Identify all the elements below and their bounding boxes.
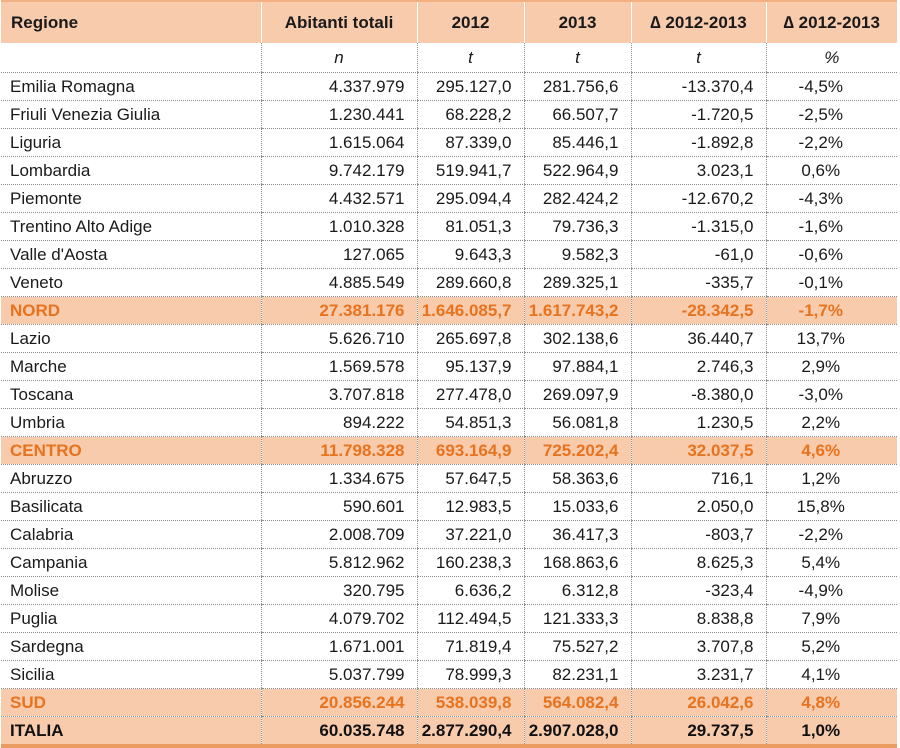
region-name-cell: Campania: [1, 549, 261, 577]
value-cell: 2,9%: [766, 353, 897, 381]
value-cell: 2,2%: [766, 409, 897, 437]
value-cell: 302.138,6: [524, 325, 631, 353]
value-cell: 3.707,8: [631, 633, 766, 661]
value-cell: 15.033,6: [524, 493, 631, 521]
table-row: [1, 521, 897, 549]
value-cell: 9.582,3: [524, 241, 631, 269]
value-cell: 112.494,5: [417, 605, 524, 633]
value-cell: 160.238,3: [417, 549, 524, 577]
unit-cell-regione: [1, 43, 261, 73]
region-name-cell: Emilia Romagna: [1, 73, 261, 101]
value-cell: 54.851,3: [417, 409, 524, 437]
table-row: [1, 381, 897, 409]
value-cell: 519.941,7: [417, 157, 524, 185]
value-cell: 8.838,8: [631, 605, 766, 633]
table-row-sud: [1, 689, 897, 717]
regions-table: [1, 0, 897, 748]
value-cell: 265.697,8: [417, 325, 524, 353]
value-cell: 20.856.244: [261, 689, 417, 717]
value-cell: 58.363,6: [524, 465, 631, 493]
value-cell: 168.863,6: [524, 549, 631, 577]
value-cell: 1,0%: [766, 717, 897, 747]
value-cell: -3,0%: [766, 381, 897, 409]
value-cell: 716,1: [631, 465, 766, 493]
value-cell: 693.164,9: [417, 437, 524, 465]
region-name-cell: ITALIA: [1, 717, 261, 747]
value-cell: 5.037.799: [261, 661, 417, 689]
value-cell: 4,1%: [766, 661, 897, 689]
value-cell: -4,9%: [766, 577, 897, 605]
value-cell: 1.010.328: [261, 213, 417, 241]
value-cell: 4,6%: [766, 437, 897, 465]
table-row: [1, 353, 897, 381]
region-name-cell: Lombardia: [1, 157, 261, 185]
value-cell: 289.660,8: [417, 269, 524, 297]
value-cell: 11.798.328: [261, 437, 417, 465]
table-row: [1, 633, 897, 661]
region-name-cell: Puglia: [1, 605, 261, 633]
value-cell: 590.601: [261, 493, 417, 521]
value-cell: 7,9%: [766, 605, 897, 633]
value-cell: 320.795: [261, 577, 417, 605]
table-row: [1, 409, 897, 437]
value-cell: 1.230.441: [261, 101, 417, 129]
value-cell: 6.636,2: [417, 577, 524, 605]
value-cell: 4.079.702: [261, 605, 417, 633]
region-name-cell: Toscana: [1, 381, 261, 409]
region-name-cell: NORD: [1, 297, 261, 325]
value-cell: -61,0: [631, 241, 766, 269]
value-cell: 894.222: [261, 409, 417, 437]
value-cell: 87.339,0: [417, 129, 524, 157]
value-cell: 2.877.290,4: [417, 717, 524, 747]
region-name-cell: Lazio: [1, 325, 261, 353]
value-cell: 289.325,1: [524, 269, 631, 297]
value-cell: 3.707.818: [261, 381, 417, 409]
value-cell: 15,8%: [766, 493, 897, 521]
table-row: [1, 157, 897, 185]
region-name-cell: Liguria: [1, 129, 261, 157]
value-cell: -28.342,5: [631, 297, 766, 325]
value-cell: 1.230,5: [631, 409, 766, 437]
value-cell: 522.964,9: [524, 157, 631, 185]
value-cell: 5.626.710: [261, 325, 417, 353]
value-cell: -323,4: [631, 577, 766, 605]
table-row: [1, 549, 897, 577]
value-cell: 32.037,5: [631, 437, 766, 465]
value-cell: 81.051,3: [417, 213, 524, 241]
value-cell: 2.008.709: [261, 521, 417, 549]
table-row: [1, 101, 897, 129]
value-cell: -12.670,2: [631, 185, 766, 213]
value-cell: 26.042,6: [631, 689, 766, 717]
region-name-cell: Sicilia: [1, 661, 261, 689]
region-name-cell: Marche: [1, 353, 261, 381]
value-cell: -1,6%: [766, 213, 897, 241]
value-cell: 68.228,2: [417, 101, 524, 129]
value-cell: 269.097,9: [524, 381, 631, 409]
value-cell: 5,4%: [766, 549, 897, 577]
table-row: [1, 269, 897, 297]
value-cell: 27.381.176: [261, 297, 417, 325]
region-name-cell: Sardegna: [1, 633, 261, 661]
value-cell: 78.999,3: [417, 661, 524, 689]
value-cell: 127.065: [261, 241, 417, 269]
value-cell: -1.720,5: [631, 101, 766, 129]
table-row-centro: [1, 437, 897, 465]
unit-cell-t-2013: t: [524, 43, 631, 73]
region-name-cell: Piemonte: [1, 185, 261, 213]
value-cell: -2,2%: [766, 129, 897, 157]
value-cell: 281.756,6: [524, 73, 631, 101]
value-cell: 282.424,2: [524, 185, 631, 213]
col-header-2013: 2013: [524, 1, 631, 43]
value-cell: 0,6%: [766, 157, 897, 185]
value-cell: -0,6%: [766, 241, 897, 269]
region-name-cell: Trentino Alto Adige: [1, 213, 261, 241]
value-cell: 295.127,0: [417, 73, 524, 101]
table-row: [1, 465, 897, 493]
col-header-2012: 2012: [417, 1, 524, 43]
value-cell: 85.446,1: [524, 129, 631, 157]
value-cell: 3.023,1: [631, 157, 766, 185]
region-name-cell: Veneto: [1, 269, 261, 297]
value-cell: 36.417,3: [524, 521, 631, 549]
table-row: [1, 213, 897, 241]
value-cell: 56.081,8: [524, 409, 631, 437]
value-cell: 95.137,9: [417, 353, 524, 381]
value-cell: -13.370,4: [631, 73, 766, 101]
value-cell: 57.647,5: [417, 465, 524, 493]
value-cell: 277.478,0: [417, 381, 524, 409]
col-header-delta-t: ∆ 2012-2013: [631, 1, 766, 43]
value-cell: 564.082,4: [524, 689, 631, 717]
value-cell: 1.615.064: [261, 129, 417, 157]
value-cell: 13,7%: [766, 325, 897, 353]
value-cell: 1.569.578: [261, 353, 417, 381]
value-cell: -803,7: [631, 521, 766, 549]
value-cell: 37.221,0: [417, 521, 524, 549]
value-cell: -4,3%: [766, 185, 897, 213]
value-cell: 75.527,2: [524, 633, 631, 661]
value-cell: 4.337.979: [261, 73, 417, 101]
value-cell: 4.432.571: [261, 185, 417, 213]
region-name-cell: Friuli Venezia Giulia: [1, 101, 261, 129]
value-cell: -2,2%: [766, 521, 897, 549]
col-header-abitanti: Abitanti totali: [261, 1, 417, 43]
table-row: [1, 605, 897, 633]
value-cell: 3.231,7: [631, 661, 766, 689]
value-cell: 8.625,3: [631, 549, 766, 577]
table-row: [1, 661, 897, 689]
value-cell: 79.736,3: [524, 213, 631, 241]
value-cell: 9.742.179: [261, 157, 417, 185]
value-cell: 36.440,7: [631, 325, 766, 353]
table-row: [1, 577, 897, 605]
region-name-cell: Abruzzo: [1, 465, 261, 493]
col-header-regione: Regione: [1, 1, 261, 43]
table-body: [1, 73, 897, 747]
value-cell: 82.231,1: [524, 661, 631, 689]
value-cell: 2.907.028,0: [524, 717, 631, 747]
table-row: [1, 241, 897, 269]
region-name-cell: Basilicata: [1, 493, 261, 521]
region-name-cell: Umbria: [1, 409, 261, 437]
unit-cell-n: n: [261, 43, 417, 73]
value-cell: 295.094,4: [417, 185, 524, 213]
table-row: [1, 129, 897, 157]
value-cell: 121.333,3: [524, 605, 631, 633]
value-cell: -1,7%: [766, 297, 897, 325]
value-cell: 12.983,5: [417, 493, 524, 521]
value-cell: 60.035.748: [261, 717, 417, 747]
table-row-italia: [1, 717, 897, 747]
region-name-cell: SUD: [1, 689, 261, 717]
value-cell: 29.737,5: [631, 717, 766, 747]
table-header-row: [1, 1, 897, 43]
value-cell: 1.334.675: [261, 465, 417, 493]
region-name-cell: CENTRO: [1, 437, 261, 465]
value-cell: 538.039,8: [417, 689, 524, 717]
value-cell: 4,8%: [766, 689, 897, 717]
unit-cell-t-2012: t: [417, 43, 524, 73]
units-row: [1, 43, 897, 73]
table-row: [1, 325, 897, 353]
unit-cell-pct-delta: %: [766, 43, 897, 73]
value-cell: 1.617.743,2: [524, 297, 631, 325]
value-cell: 66.507,7: [524, 101, 631, 129]
value-cell: 97.884,1: [524, 353, 631, 381]
unit-cell-t-delta: t: [631, 43, 766, 73]
value-cell: 1.646.085,7: [417, 297, 524, 325]
value-cell: 1.671.001: [261, 633, 417, 661]
table-row: [1, 493, 897, 521]
value-cell: 71.819,4: [417, 633, 524, 661]
col-header-delta-pct: ∆ 2012-2013: [766, 1, 897, 43]
value-cell: -2,5%: [766, 101, 897, 129]
value-cell: 5.812.962: [261, 549, 417, 577]
value-cell: 1,2%: [766, 465, 897, 493]
value-cell: -8.380,0: [631, 381, 766, 409]
value-cell: -0,1%: [766, 269, 897, 297]
value-cell: -335,7: [631, 269, 766, 297]
value-cell: 725.202,4: [524, 437, 631, 465]
value-cell: 2.746,3: [631, 353, 766, 381]
value-cell: 2.050,0: [631, 493, 766, 521]
table-row: [1, 185, 897, 213]
value-cell: -1.892,8: [631, 129, 766, 157]
value-cell: 6.312,8: [524, 577, 631, 605]
value-cell: 9.643,3: [417, 241, 524, 269]
value-cell: 4.885.549: [261, 269, 417, 297]
table-row-nord: [1, 297, 897, 325]
region-name-cell: Molise: [1, 577, 261, 605]
region-name-cell: Calabria: [1, 521, 261, 549]
value-cell: -1.315,0: [631, 213, 766, 241]
value-cell: 5,2%: [766, 633, 897, 661]
table-row: [1, 73, 897, 101]
value-cell: -4,5%: [766, 73, 897, 101]
region-name-cell: Valle d'Aosta: [1, 241, 261, 269]
